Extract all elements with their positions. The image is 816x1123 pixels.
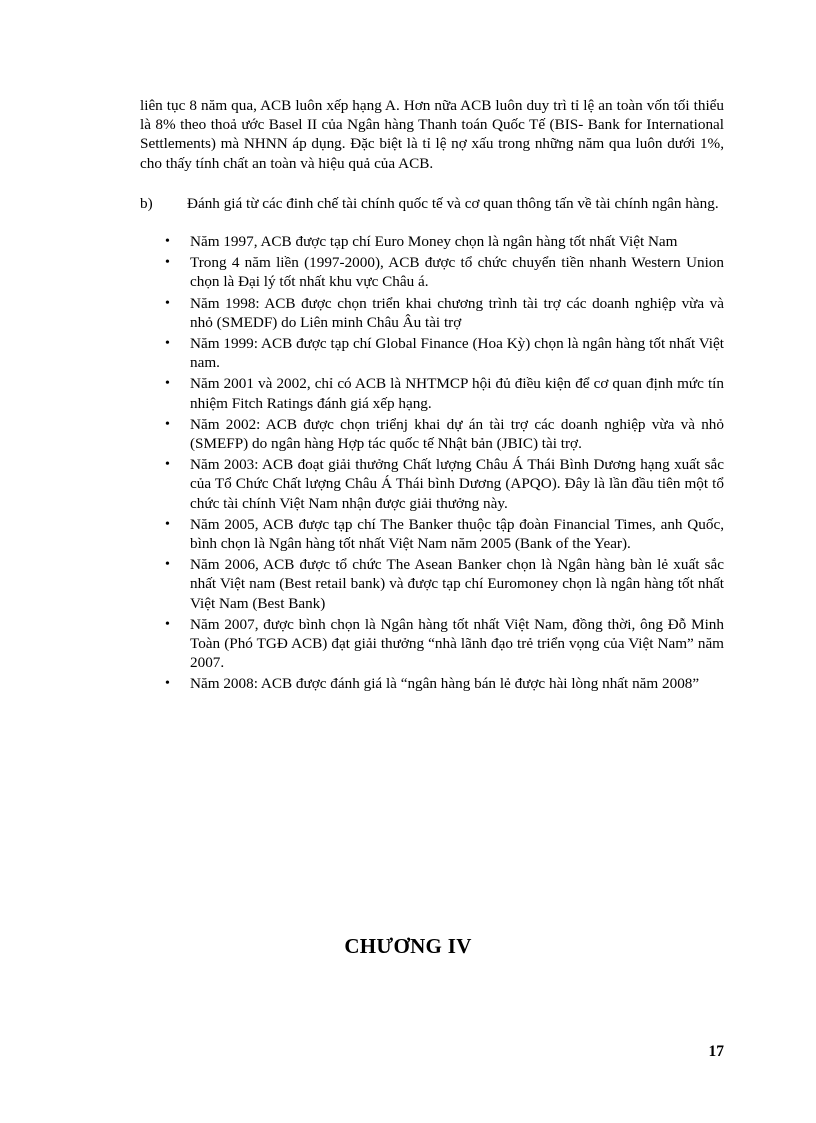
award-text: Năm 2008: ACB được đánh giá là “ngân hàng bán lẻ được hài lòng nhất năm 2008” [190,675,700,693]
bullet-icon: • [165,295,170,311]
list-item [165,374,724,412]
award-text: Năm 2001 và 2002, chỉ có ACB là NHTMCP hội đủ điều kiện để cơ quan định mức tín nhiệm Fitch Ratings đánh giá xếp hạng. [190,375,724,412]
list-item [165,415,724,453]
bullet-icon: • [165,234,170,250]
page-number: 17 [708,1043,724,1060]
list-item [165,334,724,372]
award-text: Trong 4 năm liền (1997-2000), ACB được tổ chức chuyển tiền nhanh Western Union chọn là Đại lý tốt nhất khu vực Châu á. [190,254,724,291]
list-item [165,674,724,693]
bullet-icon: • [165,676,170,692]
section-b-heading: Đánh giá từ các đinh chế tài chính quốc tế và cơ quan thông tấn về tài chính ngân hàng. [187,194,719,212]
award-text: Năm 1997, ACB được tạp chí Euro Money chọn là ngân hàng tốt nhất Việt Nam [190,233,678,251]
list-item [165,294,724,332]
bullet-icon: • [165,557,170,573]
award-text: Năm 1998: ACB được chọn triển khai chương trình tài trợ các doanh nghiệp vừa và nhỏ (SMEDF) do Liên minh Châu Âu tài trợ [190,294,724,331]
list-item [165,253,724,291]
bullet-icon: • [165,616,170,632]
list-item [165,555,724,613]
award-text: Năm 2006, ACB được tổ chức The Asean Banker chọn là Ngân hàng bàn lẻ xuất sắc nhất Việt nam (Best retail bank) và được tạp chí Euromoney chọn là ngân hàng tốt nhất Việt Nam (Best Bank) [190,556,724,612]
chapter-title: CHƯƠNG IV [344,934,472,958]
bullet-icon: • [165,416,170,432]
list-item [165,232,724,251]
section-b [140,194,724,213]
intro-paragraph: liên tục 8 năm qua, ACB luôn xếp hạng A. Hơn nữa ACB luôn duy trì tỉ lệ an toàn vốn tối thiểu là 8% theo thoả ước Basel II của Ngân hàng Thanh toán Quốc Tế (BIS- Bank for International Settlements) mà NHNN áp dụng. Đặc biệt là tỉ lệ nợ xấu trong những năm qua luôn dưới 1%, cho thấy tính chất an toàn và hiệu quả của ACB. [140,97,724,172]
award-text: Năm 2007, được bình chọn là Ngân hàng tốt nhất Việt Nam, đồng thời, ông Đỗ Minh Toàn (Phó TGĐ ACB) đạt giải thưởng “nhà lãnh đạo trẻ triển vọng của Việt Nam” năm 2007. [190,615,724,672]
list-item [165,615,724,673]
award-text: Năm 2005, ACB được tạp chí The Banker thuộc tập đoàn Financial Times, anh Quốc, bình chọn là Ngân hàng tốt nhất Việt Nam năm 2005 (Bank of the Year). [190,515,724,553]
bullet-icon: • [165,457,170,473]
bullet-icon: • [165,516,170,532]
list-item [165,515,724,553]
section-b-marker: b) [140,194,153,212]
bullet-icon: • [165,255,170,271]
awards-list [140,232,724,694]
page-content [140,96,724,696]
bullet-icon: • [165,336,170,352]
award-text: Năm 2003: ACB đoạt giải thưởng Chất lượng Châu Á Thái Bình Dương hạng xuất sắc của Tổ Chức Chất lượng Châu Á Thái bình Dương (APQO). Đây là lần đầu tiên một tổ chức tài chính Việt Nam nhận được giải thưởng này. [190,456,724,512]
bullet-icon: • [165,376,170,392]
list-item [165,455,724,513]
award-text: Năm 1999: ACB được tạp chí Global Finance (Hoa Kỳ) chọn là ngân hàng tốt nhất Việt nam. [190,335,724,372]
award-text: Năm 2002: ACB được chọn triểnj khai dự án tài trợ các doanh nghiệp vừa và nhỏ (SMEFP) do ngân hàng Hợp tác quốc tế Nhật bản (JBIC) tài trợ. [190,415,724,453]
